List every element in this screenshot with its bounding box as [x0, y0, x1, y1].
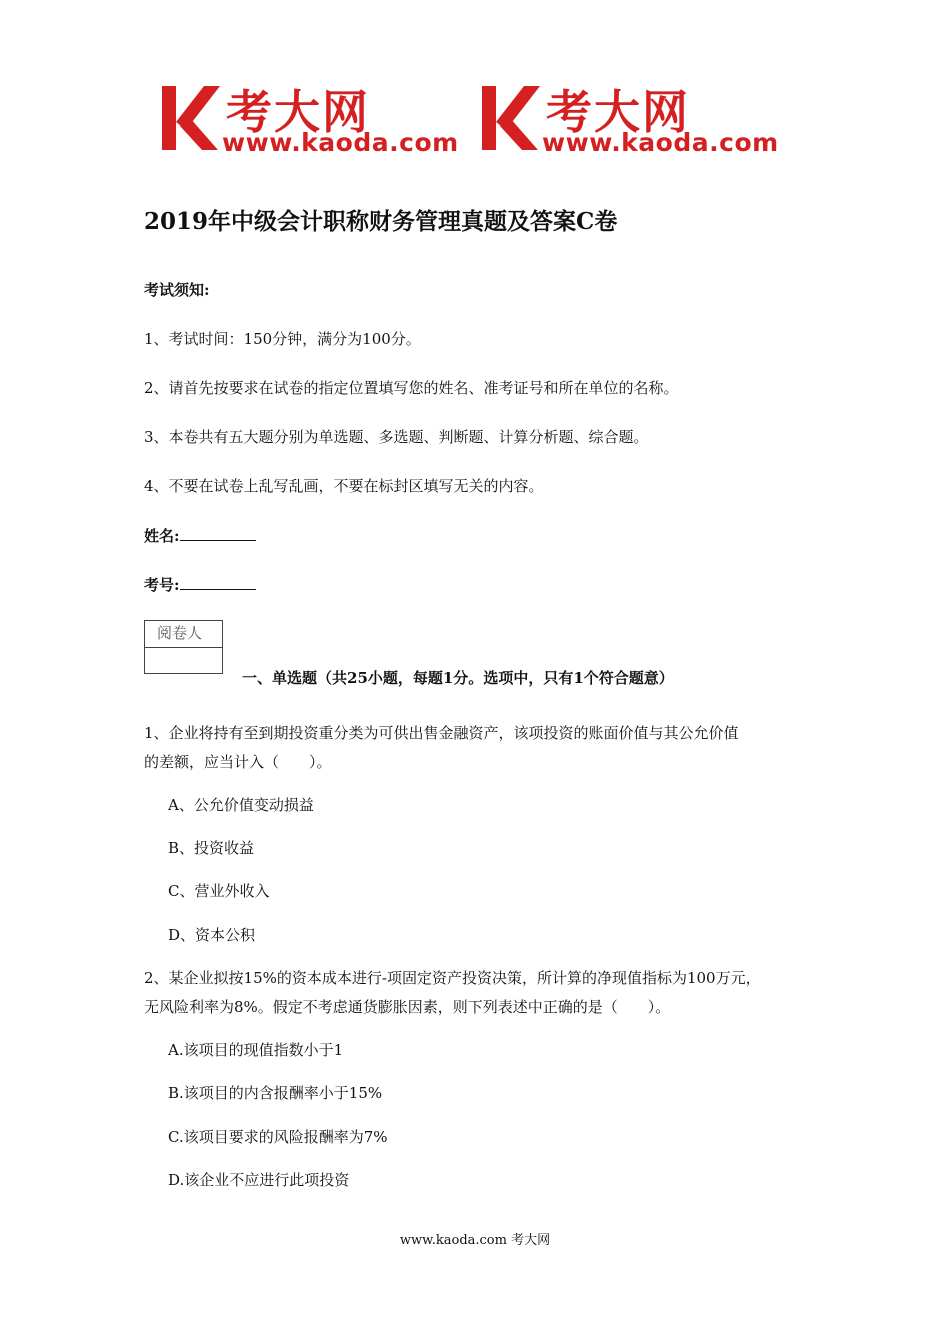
logo-chinese-text: 考大网 [546, 85, 690, 139]
kaoda-logo-left [160, 78, 480, 160]
grader-label: 阅卷人 [145, 621, 222, 648]
question-2-option-b: B.该项目的内含报酬率小于15% [168, 1084, 383, 1102]
question-1-option-b: B、投资收益 [168, 839, 255, 857]
question-1-option-a: A、公允价值变动损益 [168, 796, 314, 814]
question-1-option-c: C、营业外收入 [168, 882, 270, 900]
notice-heading: 考试须知: [144, 281, 210, 299]
question-1-option-d: D、资本公积 [168, 926, 256, 944]
name-blank [180, 526, 256, 541]
question-1-line-1: 1、企业将持有至到期投资重分类为可供出售金融资产，该项投资的账面价值与其公允价值 [144, 724, 739, 742]
logo-chinese-text: 考大网 [226, 85, 370, 139]
section-title: 一、单选题（共25小题，每题1分。选项中，只有1个符合题意） [242, 669, 674, 687]
notice-item: 4、不要在试卷上乱写乱画，不要在标封区填写无关的内容。 [144, 477, 544, 495]
kaoda-logo-right [480, 78, 800, 160]
id-blank [180, 575, 256, 590]
id-label: 考号: [144, 576, 180, 594]
question-2-line-2: 无风险利率为8%。假定不考虑通货膨胀因素，则下列表述中正确的是（ ）。 [144, 998, 671, 1016]
k-logo-icon [480, 82, 542, 154]
notice-item: 1、考试时间：150分钟，满分为100分。 [144, 330, 421, 348]
notice-item: 2、请首先按要求在试卷的指定位置填写您的姓名、准考证号和所在单位的名称。 [144, 379, 679, 397]
question-2-option-d: D.该企业不应进行此项投资 [168, 1171, 350, 1189]
name-field [144, 525, 256, 546]
grader-box [144, 620, 223, 674]
logo-url-text: www.kaoda.com [542, 128, 779, 157]
question-1-line-2: 的差额，应当计入（ ）。 [144, 753, 332, 771]
question-2-option-c: C.该项目要求的风险报酬率为7% [168, 1128, 388, 1146]
question-2-option-a: A.该项目的现值指数小于1 [168, 1041, 344, 1059]
notice-item: 3、本卷共有五大题分别为单选题、多选题、判断题、计算分析题、综合题。 [144, 428, 649, 446]
page-footer: www.kaoda.com 考大网 [399, 1233, 551, 1248]
question-2-line-1: 2、某企业拟按15%的资本成本进行-项固定资产投资决策，所计算的净现值指标为100万元， [144, 969, 761, 987]
logo-url-text: www.kaoda.com [222, 128, 459, 157]
name-label: 姓名: [144, 527, 180, 545]
k-logo-icon [160, 82, 222, 154]
document-title: 2019年中级会计职称财务管理真题及答案C卷 [144, 208, 618, 235]
id-field [144, 574, 256, 595]
